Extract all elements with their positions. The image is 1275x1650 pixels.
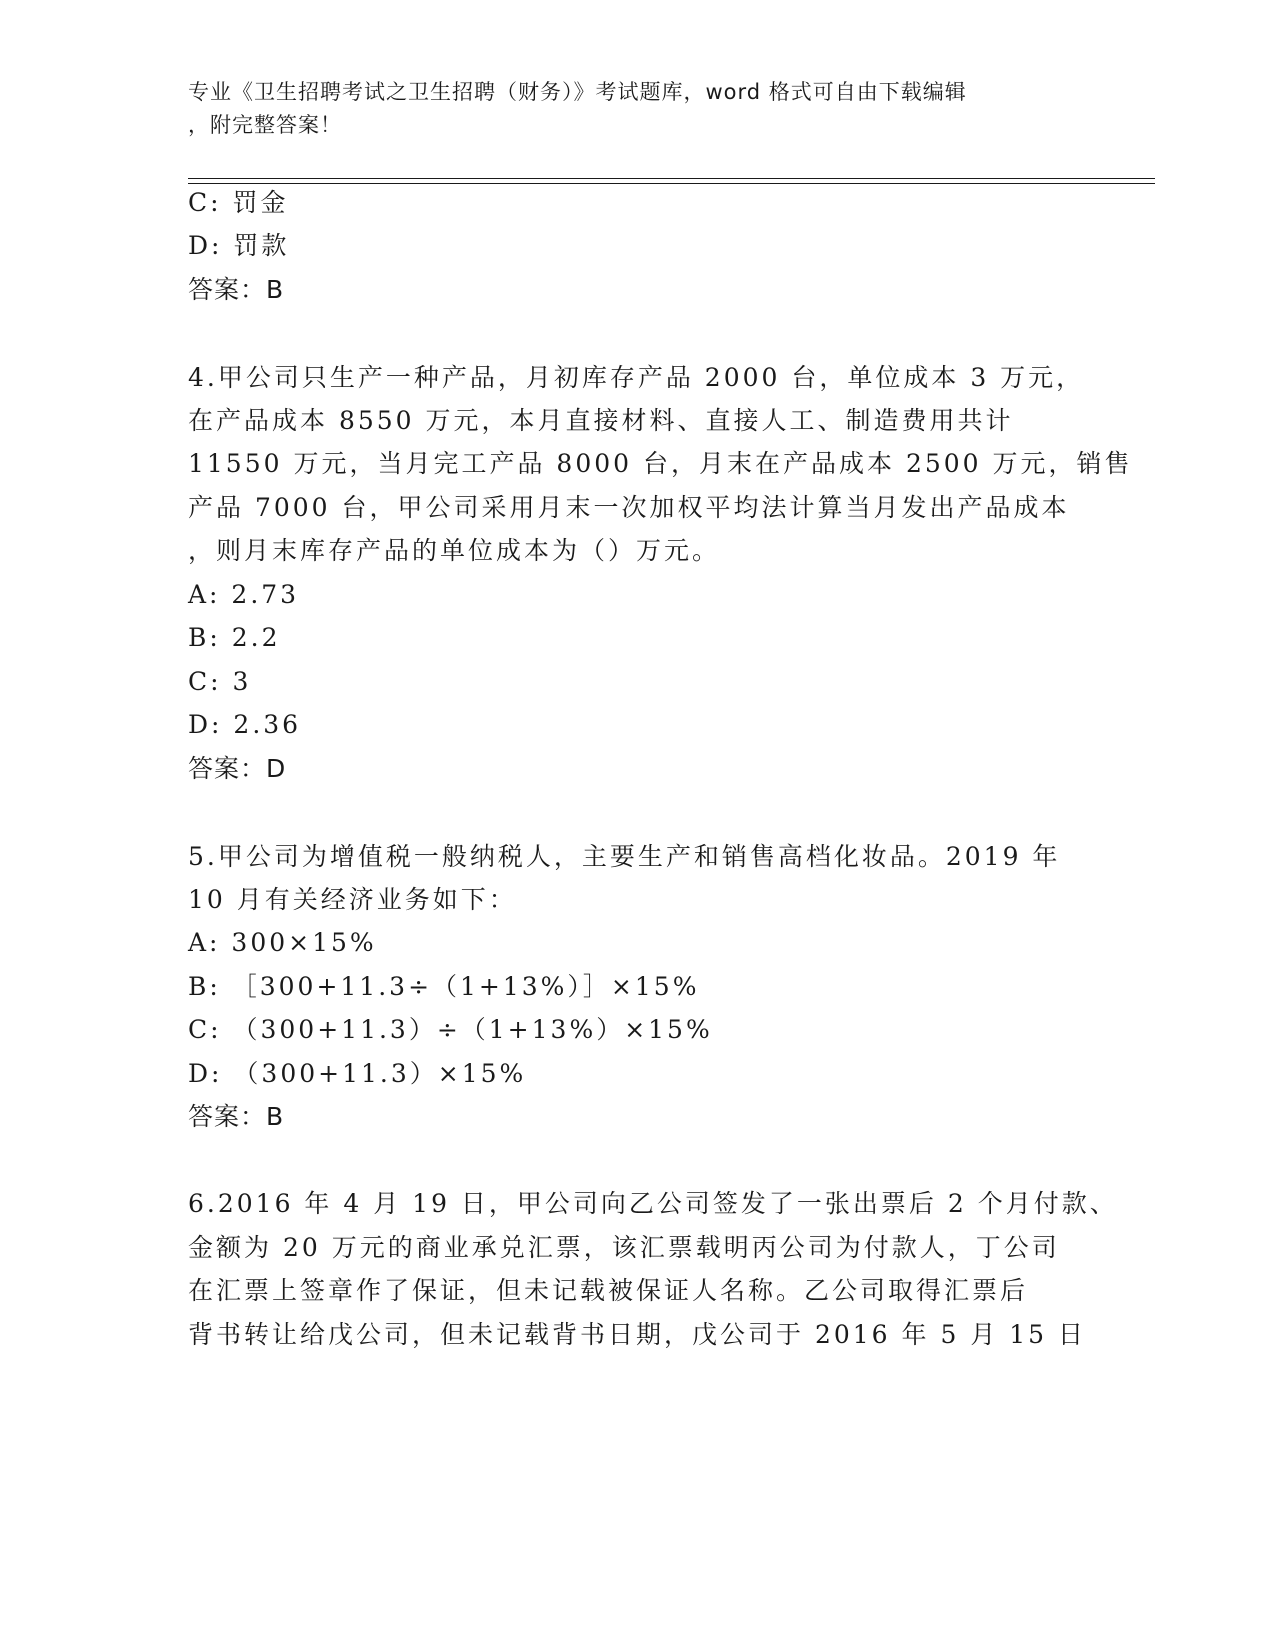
q5-option-c: C: （300+11.3）÷（1+13%）×15% bbox=[188, 1015, 713, 1044]
q4-stem-line-4: 产品 7000 台，甲公司采用月末一次加权平均法计算当月发出产品成本 bbox=[188, 493, 1070, 522]
q5-stem-line-2: 10 月有关经济业务如下： bbox=[188, 885, 517, 914]
q4-stem-line-5: ，则月末库存产品的单位成本为（）万元。 bbox=[188, 536, 721, 565]
header-divider-bottom bbox=[188, 183, 1155, 184]
q4-stem-line-2: 在产品成本 8550 万元，本月直接材料、直接人工、制造费用共计 bbox=[188, 406, 1014, 435]
q4-option-c: C: 3 bbox=[188, 667, 252, 696]
q3-option-c: C: 罚金 bbox=[188, 188, 289, 217]
q3-answer: 答案：B bbox=[188, 275, 285, 304]
q4-stem-line-3: 11550 万元，当月完工产品 8000 台，月末在产品成本 2500 万元，销售 bbox=[188, 449, 1133, 478]
q4-option-d: D: 2.36 bbox=[188, 710, 302, 739]
q4-answer: 答案：D bbox=[188, 754, 287, 783]
q4-stem-line-1: 4.甲公司只生产一种产品，月初库存产品 2000 台，单位成本 3 万元， bbox=[188, 363, 1085, 392]
header-title-line-1: 专业《卫生招聘考试之卫生招聘（财务）》考试题库，word 格式可自由下载编辑 bbox=[188, 80, 967, 104]
header-divider-top bbox=[188, 178, 1155, 179]
document-header bbox=[188, 76, 1078, 142]
q6-stem-line-4: 背书转让给戊公司，但未记载背书日期，戊公司于 2016 年 5 月 15 日 bbox=[188, 1320, 1087, 1349]
q6-stem-line-3: 在汇票上签章作了保证，但未记载被保证人名称。乙公司取得汇票后 bbox=[188, 1276, 1029, 1305]
header-title-line-2: ，附完整答案！ bbox=[188, 113, 342, 137]
q5-answer: 答案：B bbox=[188, 1102, 285, 1131]
q5-option-a: A: 300×15% bbox=[188, 928, 377, 957]
q3-option-d: D: 罚款 bbox=[188, 231, 290, 260]
q5-option-d: D: （300+11.3）×15% bbox=[188, 1059, 527, 1088]
q4-option-b: B: 2.2 bbox=[188, 623, 281, 652]
q5-stem-line-1: 5.甲公司为增值税一般纳税人，主要生产和销售高档化妆品。2019 年 bbox=[188, 842, 1061, 871]
q6-stem-line-2: 金额为 20 万元的商业承兑汇票，该汇票载明丙公司为付款人，丁公司 bbox=[188, 1233, 1060, 1262]
q5-option-b: B: ［300+11.3÷（1+13%）］×15% bbox=[188, 972, 700, 1001]
q6-stem-line-1: 6.2016 年 4 月 19 日，甲公司向乙公司签发了一张出票后 2 个月付款、 bbox=[188, 1189, 1118, 1218]
q4-option-a: A: 2.73 bbox=[188, 580, 300, 609]
